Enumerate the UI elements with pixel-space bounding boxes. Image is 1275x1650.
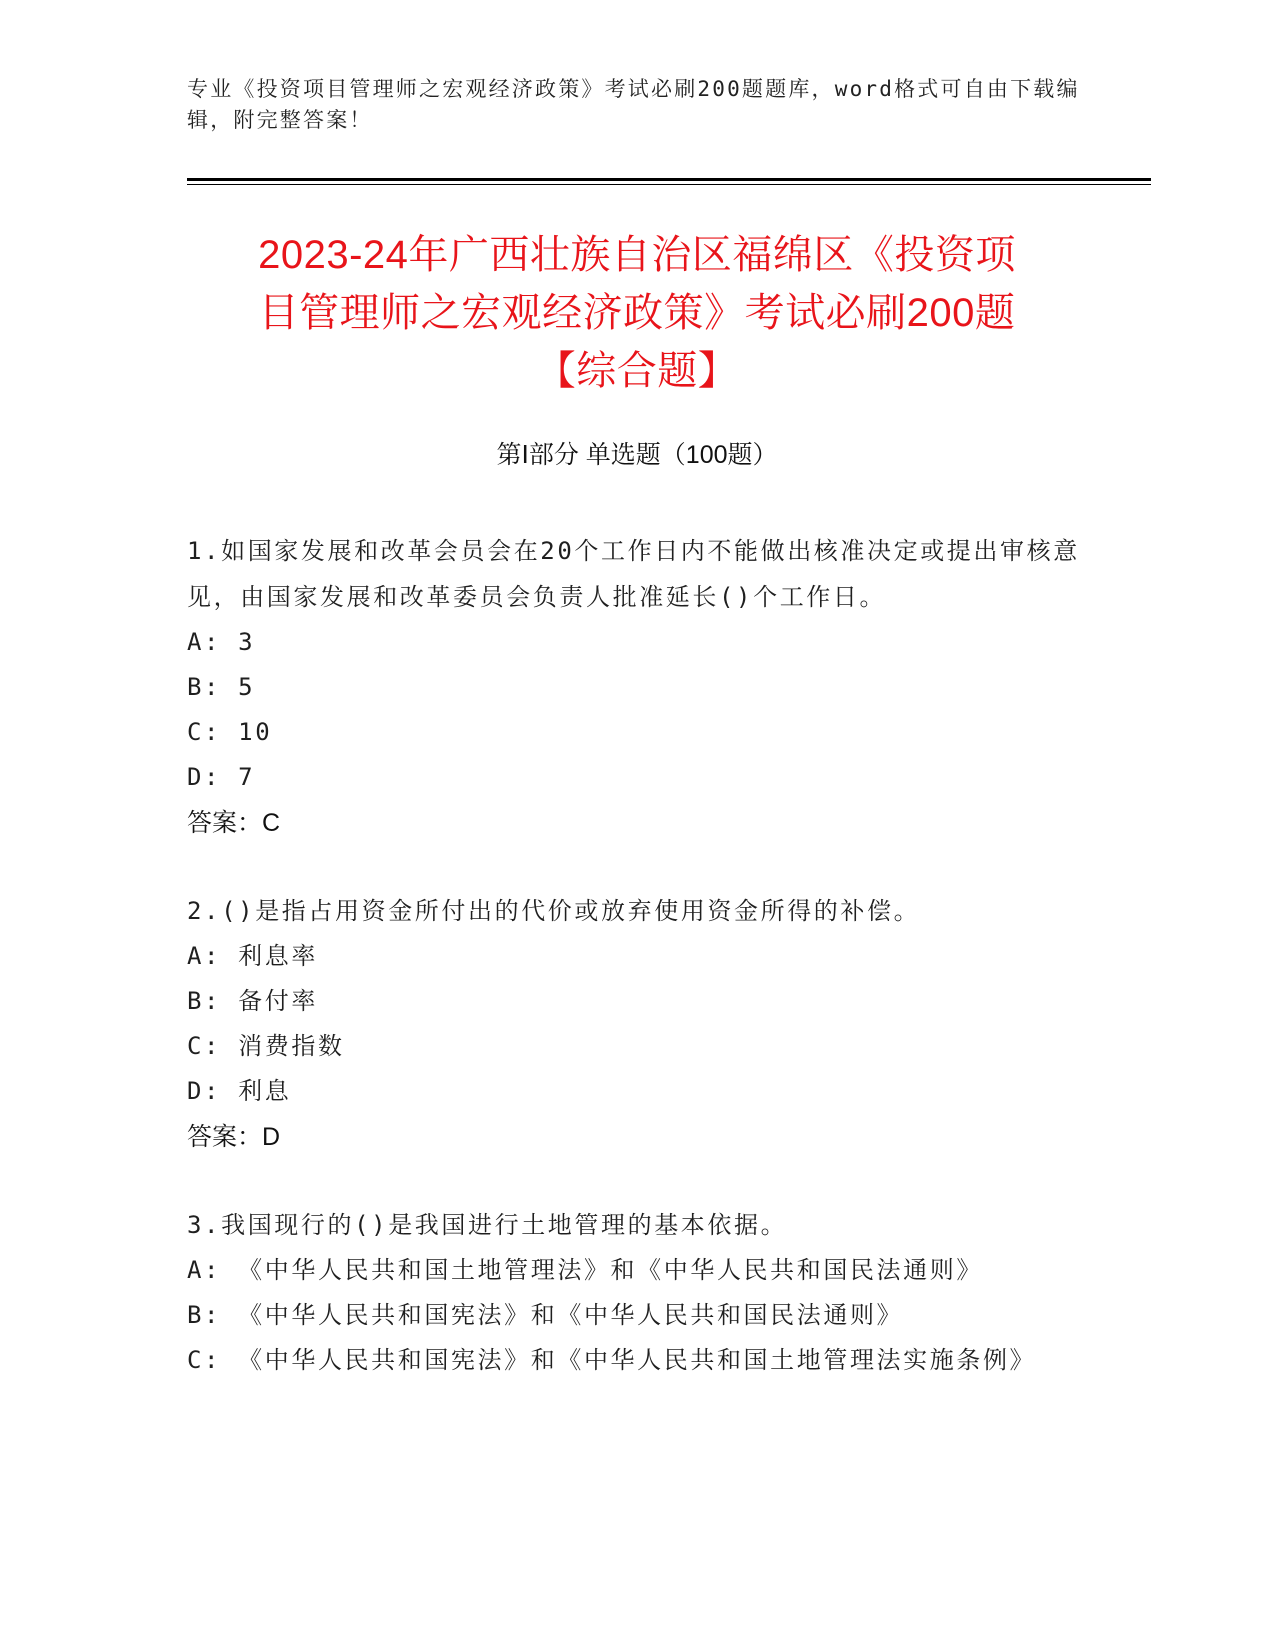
header-rule-thin xyxy=(187,184,1151,185)
question-answer: 答案：D xyxy=(187,1123,281,1151)
question-2 xyxy=(187,888,1087,1160)
document-title xyxy=(187,226,1087,400)
document-title-line: 2023-24年广西壮族自治区福绵区《投资项 xyxy=(258,233,1016,277)
section-title: 第Ⅰ部分 单选题（100题） xyxy=(496,441,778,469)
question-option-d: D: 利息 xyxy=(187,1077,292,1105)
question-list xyxy=(187,528,1087,1425)
question-answer: 答案：C xyxy=(187,809,281,837)
question-option-d: D: 7 xyxy=(187,763,256,791)
question-3 xyxy=(187,1202,1087,1383)
question-option-c: C: 10 xyxy=(187,718,273,746)
document-title-line: 目管理师之宏观经济政策》考试必刷200题 xyxy=(258,291,1016,335)
question-option-b: B: 《中华人民共和国宪法》和《中华人民共和国民法通则》 xyxy=(187,1301,904,1329)
question-stem: 1.如国家发展和改革会员会在20个工作日内不能做出核准决定或提出审核意见，由国家发展和改革委员会负责人批准延长()个工作日。 xyxy=(187,537,1080,611)
question-option-a: A: 利息率 xyxy=(187,942,318,970)
question-option-c: C: 消费指数 xyxy=(187,1032,345,1060)
question-stem: 2.()是指占用资金所付出的代价或放弃使用资金所得的补偿。 xyxy=(187,897,921,925)
header-rule-thick xyxy=(187,178,1151,181)
question-option-a: A: 3 xyxy=(187,628,256,656)
header-note: 专业《投资项目管理师之宏观经济政策》考试必刷200题题库，word格式可自由下载编辑，附完整答案！ xyxy=(187,77,1080,132)
question-option-b: B: 5 xyxy=(187,673,256,701)
document-title-line: 【综合题】 xyxy=(535,349,739,393)
question-stem: 3.我国现行的()是我国进行土地管理的基本依据。 xyxy=(187,1211,788,1239)
question-option-b: B: 备付率 xyxy=(187,987,318,1015)
question-1 xyxy=(187,528,1087,846)
question-option-a: A: 《中华人民共和国土地管理法》和《中华人民共和国民法通则》 xyxy=(187,1256,983,1284)
question-option-c: C: 《中华人民共和国宪法》和《中华人民共和国土地管理法实施条例》 xyxy=(187,1346,1037,1374)
